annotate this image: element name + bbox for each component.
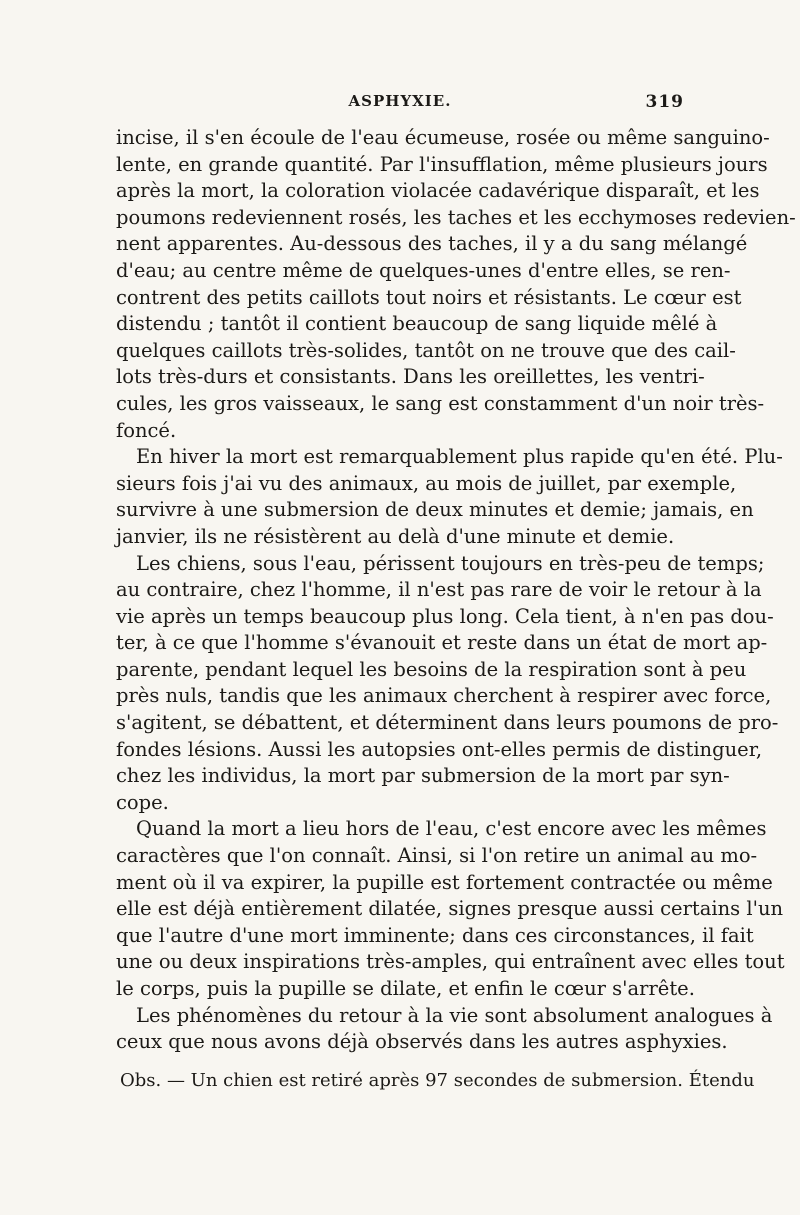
text-line: contrent des petits caillots tout noirs et résistants. Le cœur est [116, 285, 742, 309]
text-line: ment où il va expirer, la pupille est fortement contractée ou même [116, 870, 773, 894]
text-line: elle est déjà entièrement dilatée, signes presque aussi certains l'un [116, 897, 784, 921]
text-line: au contraire, chez l'homme, il n'est pas rare de voir le retour à la [116, 578, 762, 602]
text-line: janvier, ils ne résistèrent au delà d'une minute et demie. [116, 524, 675, 548]
text-line: Les chiens, sous l'eau, périssent toujours en très-peu de temps; [136, 551, 765, 575]
text-line: cope. [116, 790, 169, 814]
text-line: foncé. [116, 418, 177, 442]
text-line: caractères que l'on connaît. Ainsi, si l'on retire un animal au mo- [116, 844, 758, 868]
text-line: ceux que nous avons déjà observés dans les autres asphyxies. [116, 1030, 728, 1054]
text-line: lente, en grande quantité. Par l'insufflation, même plusieurs jours [116, 152, 768, 176]
text-line: Quand la mort a lieu hors de l'eau, c'est encore avec les mêmes [136, 817, 767, 841]
text-line: quelques caillots très-solides, tantôt on ne trouve que des cail- [116, 338, 736, 362]
text-line: cules, les gros vaisseaux, le sang est constamment d'un noir très- [116, 391, 765, 415]
running-head [116, 92, 684, 116]
running-title: ASPHYXIE. [348, 92, 452, 110]
text-line: sieurs fois j'ai vu des animaux, au mois de juillet, par exemple, [116, 471, 737, 495]
body-text [116, 125, 796, 1094]
text-line: après la mort, la coloration violacée cadavérique disparaît, et les [116, 179, 760, 203]
text-line: près nuls, tandis que les animaux cherchent à respirer avec force, [116, 684, 772, 708]
text-line: nent apparentes. Au-dessous des taches, il y a du sang mélangé [116, 232, 748, 256]
observation-line: Obs. — Un chien est retiré après 97 secondes de submersion. Étendu [120, 1069, 755, 1091]
text-line: vie après un temps beaucoup plus long. Cela tient, à n'en pas dou- [116, 604, 774, 628]
text-line: que l'autre d'une mort imminente; dans ces circonstances, il fait [116, 923, 754, 947]
page-number: 319 [645, 92, 684, 112]
text-line: chez les individus, la mort par submersion de la mort par syn- [116, 764, 730, 788]
text-line: s'agitent, se débattent, et déterminent dans leurs poumons de pro- [116, 711, 779, 735]
text-line: poumons redeviennent rosés, les taches et les ecchymoses redevien- [116, 205, 796, 229]
text-line: une ou deux inspirations très-amples, qui entraînent avec elles tout [116, 950, 785, 974]
text-line: survivre à une submersion de deux minutes et demie; jamais, en [116, 498, 754, 522]
text-line: d'eau; au centre même de quelques-unes d'entre elles, se ren- [116, 258, 731, 282]
text-line: parente, pendant lequel les besoins de la respiration sont à peu [116, 657, 747, 681]
text-line: incise, il s'en écoule de l'eau écumeuse, rosée ou même sanguino- [116, 126, 770, 149]
text-line: fondes lésions. Aussi les autopsies ont-elles permis de distinguer, [116, 737, 763, 761]
text-line: lots très-durs et consistants. Dans les oreillettes, les ventri- [116, 365, 705, 389]
text-line: En hiver la mort est remarquablement plus rapide qu'en été. Plu- [136, 445, 783, 469]
text-line: ter, à ce que l'homme s'évanouit et reste dans un état de mort ap- [116, 631, 768, 655]
text-line: Les phénomènes du retour à la vie sont absolument analogues à [136, 1003, 773, 1027]
text-line: distendu ; tantôt il contient beaucoup de sang liquide mêlé à [116, 312, 718, 336]
text-line: le corps, puis la pupille se dilate, et enfin le cœur s'arrête. [116, 977, 695, 1000]
